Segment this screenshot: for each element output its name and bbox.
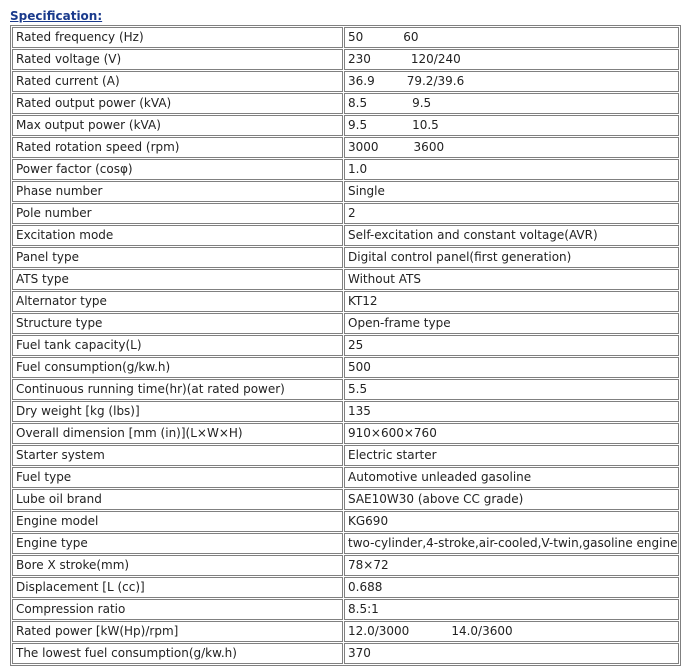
- table-row: [12, 599, 679, 620]
- table-row: [12, 643, 679, 664]
- spec-value: KT12: [348, 294, 378, 308]
- spec-value-cell: [344, 93, 679, 114]
- spec-value: 1.0: [348, 162, 368, 176]
- spec-value: 2: [348, 206, 356, 220]
- spec-value: Open-frame type: [348, 316, 451, 330]
- spec-value-cell: [344, 577, 679, 598]
- spec-label: Panel type: [12, 247, 343, 268]
- table-row: [12, 225, 679, 246]
- table-row: [12, 137, 679, 158]
- table-row: [12, 379, 679, 400]
- spec-value: 230: [348, 52, 371, 66]
- spec-label: Max output power (kVA): [12, 115, 343, 136]
- spec-value-cell: [344, 357, 679, 378]
- spec-value: Electric starter: [348, 448, 437, 462]
- spec-value: Single: [348, 184, 385, 198]
- spec-value: 910×600×760: [348, 426, 437, 440]
- spec-label: Structure type: [12, 313, 343, 334]
- spec-value-cell: [344, 643, 679, 664]
- spec-value: 12.0/3000: [348, 624, 410, 638]
- spec-value: 8.5:1: [348, 602, 379, 616]
- spec-label: Alternator type: [12, 291, 343, 312]
- spec-value: 9.5: [348, 118, 368, 132]
- spec-value: Digital control panel(first generation): [348, 250, 572, 264]
- spec-label: Overall dimension [mm (in)](L×W×H): [12, 423, 343, 444]
- spec-value: 8.5: [348, 96, 368, 110]
- table-row: [12, 115, 679, 136]
- table-row: [12, 291, 679, 312]
- spec-value-cell: [344, 555, 679, 576]
- spec-label: Rated current (A): [12, 71, 343, 92]
- spec-label: Rated power [kW(Hp)/rpm]: [12, 621, 343, 642]
- spec-value-cell: [344, 159, 679, 180]
- spec-value: 5.5: [348, 382, 368, 396]
- spec-value: KG690: [348, 514, 389, 528]
- spec-value-cell: [344, 27, 679, 48]
- spec-value: 0.688: [348, 580, 383, 594]
- spec-value-cell: [344, 115, 679, 136]
- spec-value-cell: [344, 621, 679, 642]
- table-row: [12, 621, 679, 642]
- spec-value-cell: [344, 313, 679, 334]
- spec-value: Self-excitation and constant voltage(AVR): [348, 228, 598, 242]
- spec-label: Displacement [L (cc)]: [12, 577, 343, 598]
- spec-label: Starter system: [12, 445, 343, 466]
- spec-value-cell: [344, 401, 679, 422]
- table-row: [12, 269, 679, 290]
- spec-value-cell: [344, 335, 679, 356]
- spec-value-cell: [344, 445, 679, 466]
- specification-table: [10, 25, 681, 666]
- spec-value: SAE10W30 (above CC grade): [348, 492, 524, 506]
- spec-value-cell: [344, 291, 679, 312]
- table-row: [12, 49, 679, 70]
- spec-value-cell: [344, 49, 679, 70]
- spec-value-cell: [344, 71, 679, 92]
- table-row: [12, 93, 679, 114]
- spec-value-cell: [344, 203, 679, 224]
- spec-value-secondary: 10.5: [412, 118, 439, 132]
- spec-value-secondary: 79.2/39.6: [406, 74, 465, 88]
- spec-value: Without ATS: [348, 272, 421, 286]
- spec-value: two-cylinder,4-stroke,air-cooled,V-twin,gasoline engine: [348, 536, 678, 550]
- spec-label: Lube oil brand: [12, 489, 343, 510]
- spec-value-cell: [344, 423, 679, 444]
- table-row: [12, 313, 679, 334]
- spec-value: 36.9: [348, 74, 375, 88]
- table-row: [12, 71, 679, 92]
- specification-table-body: [12, 27, 679, 664]
- spec-label: ATS type: [12, 269, 343, 290]
- spec-value: 500: [348, 360, 371, 374]
- spec-label: Engine type: [12, 533, 343, 554]
- table-row: [12, 181, 679, 202]
- spec-label: Rated rotation speed (rpm): [12, 137, 343, 158]
- table-row: [12, 533, 679, 554]
- table-row: [12, 511, 679, 532]
- spec-label: Rated voltage (V): [12, 49, 343, 70]
- spec-value-cell: [344, 247, 679, 268]
- spec-value: 135: [348, 404, 371, 418]
- spec-value: 50: [348, 30, 364, 44]
- table-row: [12, 489, 679, 510]
- spec-value-cell: [344, 599, 679, 620]
- page-title: Specification:: [10, 9, 103, 23]
- spec-value: 25: [348, 338, 364, 352]
- spec-label: Continuous running time(hr)(at rated power): [12, 379, 343, 400]
- table-row: [12, 423, 679, 444]
- spec-value-cell: [344, 269, 679, 290]
- table-row: [12, 335, 679, 356]
- spec-label: Fuel tank capacity(L): [12, 335, 343, 356]
- table-row: [12, 27, 679, 48]
- table-row: [12, 445, 679, 466]
- spec-label: Dry weight [kg (lbs)]: [12, 401, 343, 422]
- table-row: [12, 555, 679, 576]
- spec-value-cell: [344, 467, 679, 488]
- spec-label: Rated frequency (Hz): [12, 27, 343, 48]
- spec-value-cell: [344, 137, 679, 158]
- spec-value-cell: [344, 181, 679, 202]
- spec-value: 370: [348, 646, 371, 660]
- table-row: [12, 577, 679, 598]
- spec-value: 3000: [348, 140, 379, 154]
- spec-label: Power factor (cosφ): [12, 159, 343, 180]
- spec-value-cell: [344, 225, 679, 246]
- table-row: [12, 467, 679, 488]
- table-row: [12, 247, 679, 268]
- spec-label: Compression ratio: [12, 599, 343, 620]
- table-row: [12, 401, 679, 422]
- spec-label: Excitation mode: [12, 225, 343, 246]
- spec-value-secondary: 3600: [413, 140, 445, 154]
- spec-value-cell: [344, 533, 679, 554]
- spec-label: Fuel consumption(g/kw.h): [12, 357, 343, 378]
- spec-label: The lowest fuel consumption(g/kw.h): [12, 643, 343, 664]
- table-row: [12, 357, 679, 378]
- table-row: [12, 159, 679, 180]
- spec-label: Fuel type: [12, 467, 343, 488]
- spec-label: Bore X stroke(mm): [12, 555, 343, 576]
- spec-value: Automotive unleaded gasoline: [348, 470, 532, 484]
- spec-value-secondary: 14.0/3600: [451, 624, 513, 638]
- spec-label: Engine model: [12, 511, 343, 532]
- spec-label: Phase number: [12, 181, 343, 202]
- spec-value-cell: [344, 379, 679, 400]
- spec-label: Pole number: [12, 203, 343, 224]
- spec-value-secondary: 60: [403, 30, 419, 44]
- spec-value-cell: [344, 489, 679, 510]
- spec-value-secondary: 120/240: [410, 52, 461, 66]
- spec-value-cell: [344, 511, 679, 532]
- spec-value: 78×72: [348, 558, 389, 572]
- table-row: [12, 203, 679, 224]
- spec-value-secondary: 9.5: [412, 96, 432, 110]
- spec-label: Rated output power (kVA): [12, 93, 343, 114]
